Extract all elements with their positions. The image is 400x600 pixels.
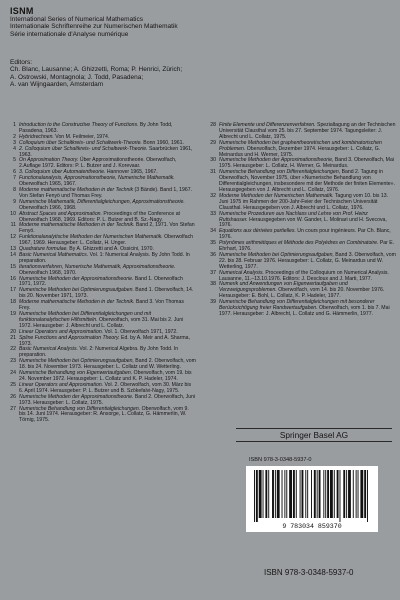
barcode-bar bbox=[265, 470, 267, 518]
barcode-bar bbox=[346, 470, 347, 518]
barcode-bar bbox=[317, 470, 318, 518]
series-name-de: Internationale Schriftenreihe zur Numerischen Mathematik bbox=[10, 23, 178, 31]
barcode-bar bbox=[300, 470, 301, 518]
entry-title: Numerische Prozeduren aus Nachlass und Lehre von Prof. Heinz Rutishauser. bbox=[219, 210, 368, 223]
entry-title: Numerische Methoden bei Optimierungsaufgaben, bbox=[219, 251, 334, 258]
entry-title: Moderne Methoden der Numerischen Mathematik. bbox=[219, 192, 334, 199]
barcode-bar bbox=[277, 470, 280, 518]
entry-number: 17 bbox=[10, 287, 16, 294]
barcode-bar bbox=[307, 470, 308, 518]
entry-number: 15 bbox=[10, 263, 16, 270]
entry-details: Von M. Feilmeier, 1974. bbox=[53, 133, 110, 140]
entry-details: Oberwolfach 1965, 1967. bbox=[19, 181, 77, 188]
entry-number: 13 bbox=[10, 246, 16, 253]
entry-details: Proceedings of the Colloquium on Numerical Analysis. Lausanne, 11.–13.10.1976. Editors: J. Descloux and J. Marti, 1977. bbox=[219, 269, 389, 282]
series-header bbox=[10, 6, 390, 38]
series-entry bbox=[204, 123, 396, 141]
entry-details: Un cours pour ingénieurs. Par Ch. Blanc, 1976. bbox=[219, 228, 391, 241]
entry-details: Vol. 2. Oberwolfach, vom 30. März bis 6. April 1974. Herausgeber: P. L. Butzer und B. Szökefalvi-Nagy, 1975. bbox=[19, 381, 192, 394]
entry-details: Band 3. Von Thomas Frey. bbox=[19, 299, 184, 312]
barcode-bar bbox=[364, 470, 366, 518]
series-entry bbox=[204, 300, 396, 318]
series-entry bbox=[204, 141, 396, 159]
barcode-bar bbox=[314, 470, 316, 518]
barcode-bar bbox=[358, 470, 359, 518]
entry-details: Oberwolfach, vom 14. bis 20. November 1976. Herausgeber: E. Bohl, L. Collatz, K. P. Hadeler, 1977. bbox=[219, 287, 385, 300]
barcode-bar bbox=[289, 470, 292, 518]
entry-number: 32 bbox=[210, 192, 216, 199]
isbn-label-bottom: ISBN 978-3-0348-5937-0 bbox=[264, 568, 354, 577]
barcode-bar bbox=[323, 470, 324, 518]
entry-title: Linear Operators and Approximation. bbox=[19, 328, 104, 335]
barcode-bar bbox=[353, 470, 354, 518]
barcode-bar bbox=[268, 470, 269, 518]
barcode-bar bbox=[259, 470, 262, 518]
barcode-bars bbox=[246, 466, 378, 532]
barcode-bar bbox=[296, 470, 297, 518]
series-entry bbox=[204, 253, 396, 271]
entry-details: (3 Bände). Band 1, 1967. Von Stefan Fenyö und Thomas Frey. bbox=[19, 186, 192, 199]
entry-title: Linear Operators and Approximation. bbox=[19, 381, 104, 388]
entry-title: Moderne mathematische Methoden in der Technik. bbox=[19, 222, 135, 229]
entry-details: Vol. 1. Oberwolfach 1971, 1972. bbox=[103, 328, 178, 335]
entry-number: 31 bbox=[210, 169, 216, 176]
entry-number: 6 bbox=[13, 169, 16, 176]
entry-title: Numerische Methoden bei Optimierungsaufgaben. bbox=[19, 287, 134, 294]
entry-details: Proceedings of the Conference at Oberwolfach 1968, 1969. Editors: P. L. Butzer and B. Sz.-Nagy. bbox=[19, 210, 180, 223]
entry-details: Spezialtagung an der Technischen Universität Clausthal vom 25. bis 27. September 1974. Tagungsleiter: J. Albrecht und L. Collatz, 1975. bbox=[219, 122, 396, 140]
barcode-bar bbox=[319, 470, 321, 518]
entry-number: 3 bbox=[13, 139, 16, 146]
entry-details: Band 1. Oberwolfach 1971, 1972. bbox=[19, 275, 183, 288]
entry-title: 3. Colloquium über Automatentheorie. bbox=[19, 169, 106, 176]
entry-title: Introduction to the Constructive Theory of Functions. bbox=[19, 122, 139, 128]
entry-number: 36 bbox=[210, 251, 216, 258]
entry-number: 8 bbox=[13, 186, 16, 193]
entry-number: 21 bbox=[10, 334, 16, 341]
entry-title: Equations aux dérivées partielles. bbox=[219, 228, 296, 235]
barcode-bar bbox=[256, 470, 258, 522]
entry-title: Numerische Methoden bei Optimierungsaufgaben, bbox=[19, 358, 134, 365]
entry-number: 11 bbox=[10, 222, 16, 229]
entry-details: Hannover 1965, 1967. bbox=[105, 169, 158, 176]
entry-title: Colloquium über Schaltkreis- und Schaltwerk-Theorie. bbox=[19, 139, 142, 146]
series-entry bbox=[204, 282, 396, 300]
entry-details: Ed. by A. Meir and A. Sharma, 1973. bbox=[19, 334, 190, 347]
barcode-bar bbox=[348, 470, 351, 518]
entry-number: 1 bbox=[13, 122, 16, 128]
entry-title: On Approximation Theory. bbox=[19, 157, 79, 164]
barcode bbox=[246, 466, 378, 532]
entry-number: 35 bbox=[210, 240, 216, 247]
entry-title: Finite Elemente und Differenzenverfahren. bbox=[219, 122, 316, 128]
entry-number: 25 bbox=[10, 381, 16, 388]
entry-details: Oberwolfach, Dezember 1974. Herausgeber: L. Collatz, G. Meinardus und H. Werner, 1975. bbox=[219, 145, 381, 158]
entry-title: Funktionalanalytische Methoden der Numerischen Mathematik. bbox=[19, 234, 163, 241]
entry-title: Quadrature formulae. bbox=[19, 246, 68, 253]
entry-details: Oberwolfach, vom 9. bis 14. Juni 1974. Herausgeber: R. Ansorge, L. Collatz, G. Hämmerlin, W. Törnig, 1975. bbox=[19, 405, 189, 424]
entry-details: Band 2. Tagung in Oberwolfach, November 1975, über «Numerische Behandlung von Differentialgleichungen, insbesondere mit der Methode der finiten Elemente». Herausgegeben von J. Albrecht und L. Collatz, 1976. bbox=[219, 169, 395, 193]
barcode-bar bbox=[356, 470, 357, 518]
entry-number: 22 bbox=[10, 346, 16, 353]
editors-heading: Editors: bbox=[10, 59, 33, 66]
barcode-bar bbox=[325, 470, 326, 518]
entry-details: Saarbrücken 1961, 1963. bbox=[19, 145, 193, 158]
isbn-label-top: ISBN 978-3-0348-5937-0 bbox=[249, 457, 312, 463]
entry-details: Bonn 1960, 1961. bbox=[141, 139, 184, 146]
entry-number: 38 bbox=[210, 281, 216, 288]
entry-title: Numerische Behandlung von Differentialgleichungen mit besonderer Berücksichtigung freier Randwertaufgaben. bbox=[219, 299, 375, 312]
entry-number: 19 bbox=[10, 311, 16, 317]
barcode-bar bbox=[282, 470, 283, 518]
entry-title: Numerische Behandlung von Differentialgleichungen. bbox=[19, 405, 141, 412]
barcode-bar bbox=[272, 470, 274, 518]
barcode-digits: 9 783034 859370 bbox=[282, 523, 342, 530]
entry-title: Numerische Methoden der Approximationstheorie. bbox=[19, 393, 134, 400]
entry-details: Oberwolfach 1967, 1969. Herausgeber: L. Collatz, H. Unger. bbox=[19, 234, 194, 247]
series-list-right bbox=[204, 123, 396, 318]
entry-details: Tagung vom 10. bis 13. Juni 1975 im Rahmen der 200-Jahr-Feier der Technischen Universität Clausthal. Herausgegeben von J. Albrecht und L. Collatz, 1976. bbox=[219, 192, 389, 211]
entry-number: 20 bbox=[10, 328, 16, 335]
entry-title: Numerische Behandlung von Differentialgleichungen, bbox=[219, 169, 341, 176]
entry-title: Moderne mathematische Methoden in der Technik. bbox=[19, 299, 135, 306]
entry-details: Band 1. Oberwolfach, 14. bis 20. November 1971, 1973. bbox=[19, 287, 194, 300]
entry-details: Band 2, 1971. Von Stefan Fenyö. bbox=[19, 222, 195, 235]
series-name-en: International Series of Numerical Mathematics bbox=[10, 16, 143, 23]
barcode-bar bbox=[302, 470, 304, 518]
entry-number: 16 bbox=[10, 275, 16, 282]
entry-details: Par E. Ehrhart, 1976. bbox=[219, 240, 395, 253]
series-entry bbox=[4, 312, 196, 330]
barcode-bar bbox=[343, 470, 345, 518]
entry-details: Oberwolfach, vom 19. bis 24. November 1972. Herausgeber: L. Collatz und K. P. Hadeler, 1974. bbox=[19, 370, 192, 382]
editors-line: Ch. Blanc, Lausanne; A. Ghizzetti, Roma; P. Henrici, Zürich; bbox=[10, 66, 183, 74]
entry-details: Band 3. Oberwolfach, Mai 1975. Herausgeber: L. Collatz, H. Werner, G. Meinardus. bbox=[219, 157, 394, 170]
entry-title: Numerische Methoden der Approximationstheorie. bbox=[19, 275, 134, 282]
series-entry bbox=[204, 212, 396, 230]
entry-details: Herausgegeben von W. Gander, L. Molinari und H. Svecova, 1976. bbox=[219, 216, 387, 229]
entry-number: 26 bbox=[10, 393, 16, 400]
entry-details: Oberwolfach 1968, 1970. bbox=[19, 269, 77, 276]
barcode-bar bbox=[275, 470, 276, 518]
entry-title: Numerische Methoden der Approximationstheorie, bbox=[219, 157, 334, 164]
series-entry bbox=[204, 170, 396, 194]
entry-details: Band 2. Oberwolfach, vom 18. bis 24. November 1973. Herausgeber: L. Collatz und W. Wetterling. bbox=[19, 358, 196, 371]
barcode-bar bbox=[330, 470, 333, 518]
barcode-bar bbox=[340, 470, 341, 522]
entry-title: Polynômes arithmétiques et Méthode des Polyèdres en Combinatoire. bbox=[219, 240, 379, 247]
entry-number: 39 bbox=[210, 299, 216, 306]
entry-details: By John Todd, Pasadena, 1963. bbox=[19, 122, 173, 134]
editors-block bbox=[10, 59, 390, 89]
series-entry bbox=[204, 194, 396, 212]
barcode-bar bbox=[305, 470, 306, 518]
entry-number: 4 bbox=[13, 145, 16, 152]
editors-line: A. Ostrowski, Montagnola; J. Todd, Pasadena; bbox=[10, 73, 144, 81]
barcode-bar bbox=[360, 470, 363, 518]
barcode-bar bbox=[311, 470, 312, 518]
entry-title: Numerik und Anwendungen von Eigenwertaufgaben und Verzweigungsproblemen. bbox=[219, 281, 348, 294]
series-entry bbox=[4, 407, 196, 425]
entry-number: 5 bbox=[13, 157, 16, 164]
entry-title: 2. Colloquium über Schaltkreis- und Schaltwerk-Theorie. bbox=[19, 145, 148, 152]
series-name-fr: Série internationale d'Analyse numérique bbox=[10, 30, 129, 38]
entry-number: 24 bbox=[10, 370, 16, 377]
entry-details: Vol. 1: Numerical Analysis. By John Todd. In preparation. bbox=[19, 251, 190, 264]
entry-number: 9 bbox=[13, 198, 16, 205]
entry-details: Vol. 2: Numerical Algebra. By John Todd. In preparation. bbox=[19, 346, 179, 359]
entry-number: 37 bbox=[210, 269, 216, 276]
entry-number: 14 bbox=[10, 251, 16, 258]
barcode-bar bbox=[263, 470, 264, 518]
barcode-bar bbox=[254, 470, 255, 522]
series-list-left bbox=[4, 123, 196, 424]
entry-title: Hybridrechnen. bbox=[19, 133, 54, 140]
entry-number: 23 bbox=[10, 358, 16, 365]
entry-number: 30 bbox=[210, 157, 216, 164]
entry-title: Numerische Mathematik, Differentialgleichungen, Approximationstheorie. bbox=[19, 198, 185, 205]
barcode-bar bbox=[334, 470, 335, 518]
entry-details: Über Approximationstheorie. Oberwolfach, 2.Auflage 1972. Editors: P. L. Butzer and J. Korevaar. bbox=[19, 157, 177, 170]
entry-title: Abstract Spaces and Approximation. bbox=[19, 210, 102, 217]
entry-title: Numerical Analysis. bbox=[219, 269, 264, 276]
entry-details: By A. Ghizzetti and A. Ossicini, 1970. bbox=[67, 246, 154, 253]
entry-title: Moderne mathematische Methoden in der Technik bbox=[19, 186, 134, 193]
entry-details: Band 3. Oberwolfach, vom 22. bis 28. Februar 1976. Herausgeber: L. Collatz, G. Meinardus und W. Wetterling, 1977. bbox=[219, 251, 396, 270]
publisher-name: Springer Basel AG bbox=[236, 428, 392, 442]
barcode-bar bbox=[293, 470, 295, 518]
barcode-bar bbox=[337, 470, 339, 518]
entry-number: 27 bbox=[10, 405, 16, 412]
entry-number: 2 bbox=[13, 133, 16, 140]
entry-number: 34 bbox=[210, 228, 216, 235]
barcode-bar bbox=[327, 470, 329, 518]
barcode-bar bbox=[367, 470, 368, 522]
entry-number: 33 bbox=[210, 210, 216, 217]
entry-number: 28 bbox=[210, 122, 216, 128]
entry-details: Oberwolfach, vom 31. Mai bis 2. Juni 1972. Herausgeber: J. Albrecht und L. Collatz. bbox=[19, 316, 184, 329]
entry-title: Functionalanalysis, Approximationstheorie, Numerische Mathematik. bbox=[19, 175, 175, 182]
entry-details: Band 2. Oberwolfach, Juni 1973. Herausgeber: L. Collatz, 1975. bbox=[19, 393, 196, 406]
entry-details: Oberwolfach 1966, 1968. bbox=[19, 204, 77, 211]
editors-line: A. van Wijngaarden, Amsterdam bbox=[10, 81, 104, 89]
entry-title: Iterationsverfahren, Numerische Mathematik, Approximationstheorie. bbox=[19, 263, 176, 270]
entry-title: Numerische Methoden bei graphentheoretischen und kombinatorischen Problemen. bbox=[219, 139, 382, 152]
entry-title: Spline Functions and Approximation Theory. bbox=[19, 334, 120, 341]
entry-number: 7 bbox=[13, 175, 16, 182]
entry-number: 18 bbox=[10, 299, 16, 306]
entry-title: Basic Numerical Mathematics. bbox=[19, 251, 89, 258]
entry-number: 10 bbox=[10, 210, 16, 217]
barcode-bar bbox=[284, 470, 285, 518]
barcode-bar bbox=[286, 470, 287, 518]
entry-number: 29 bbox=[210, 139, 216, 146]
entry-details: Oberwolfach, vom 1. bis 7. Mai 1977. Herausgeber: J. Albrecht, L. Collatz und G. Hämmerlin, 1977. bbox=[219, 305, 390, 317]
series-id: ISNM bbox=[10, 6, 34, 16]
entry-title: Basic Numerical Analysis. bbox=[19, 346, 78, 353]
entry-title: Numerische Behandlung von Eigenwertaufgaben. bbox=[19, 370, 133, 377]
entry-number: 12 bbox=[10, 234, 16, 241]
entry-title: Numerische Methoden bei Differentialgleichungen und mit funktionalanalytischen Hilfsmitteln. bbox=[19, 311, 152, 323]
